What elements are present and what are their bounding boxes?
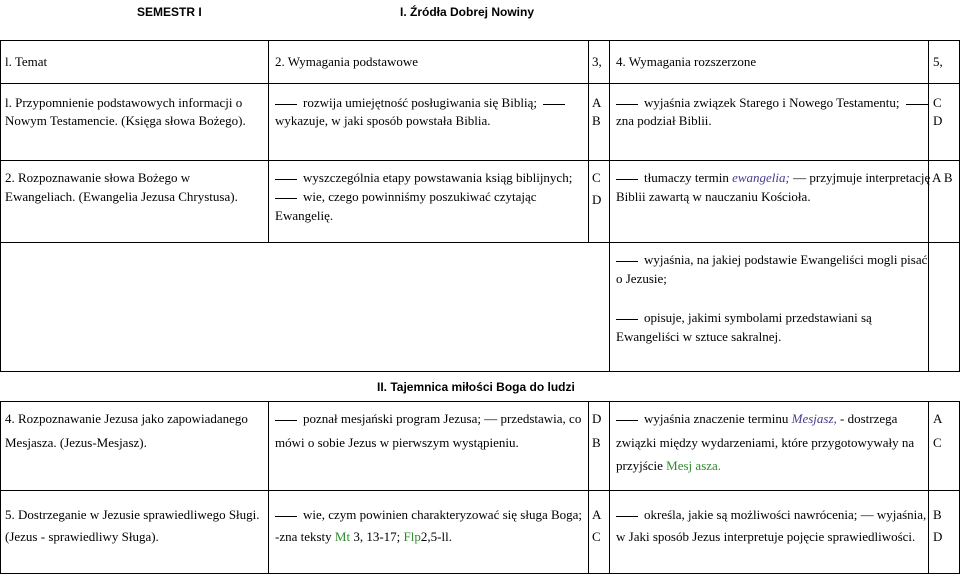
dash-icon [275,104,297,105]
table-rule [0,573,960,574]
row2-ext-b-line1: wyjaśnia, na jakiej podstawie Ewangeliści mogli pisać [616,252,927,268]
dash-icon [275,198,297,199]
row1-basic-level-2: B [592,113,601,128]
row5-topic-line1: 5. Dostrzeganie w Jezusie sprawiedliwego Sługi. [5,507,260,522]
row2-basic-line2: wie, czego powinniśmy poszukiwać czytając [275,189,537,205]
table-col-line [588,40,589,242]
row2-topic-line2: Ewangeliach. (Ewangelia Jezusa Chrystusa). [5,189,238,204]
row1-basic-level-1: A [592,95,602,110]
row2-ext-levels: A B [932,170,953,185]
table-rule [0,490,960,491]
section-title: II. Tajemnica miłości Boga do ludzi [377,380,575,394]
col-header-basic: 2. Wymagania podstawowe [275,54,419,69]
dash-icon [616,179,638,180]
row5-basic-line2: -zna teksty Mt 3, 13-17; Flp2,5-ll. [275,529,452,544]
dash-icon [275,179,297,180]
row1-ext-line1: wyjaśnia związek Starego i Nowego Testamentu; [616,95,934,111]
table-rule [0,160,960,161]
dash-icon [616,261,638,262]
row1-ext-level-1: C [933,95,942,110]
row2-basic-line3: Ewangelię. [275,208,334,223]
semester-label: SEMESTR I [137,5,202,19]
row4-ext-level-1: A [933,411,943,426]
row5-ext-line2: w Jaki sposób Jezus interpretuje pojęcie sprawiedliwości. [616,529,916,544]
table-rule [0,371,960,372]
row5-ext-level-2: D [933,529,943,544]
table-col-line [0,401,1,573]
table-col-line [609,40,610,371]
row1-ext-level-2: D [933,113,943,128]
row4-ext-line2: związki między wydarzeniami, które przygotowywały na [616,435,915,450]
table-col-line [928,40,929,371]
row4-topic-line1: 4. Rozpoznawanie Jezusa jako zapowiadanego [5,411,248,426]
table-rule [0,83,960,84]
row2-basic-line1: wyszczególnia etapy powstawania ksiąg biblijnych; [275,170,572,186]
table-col-line [268,40,269,242]
chapter-title: I. Źródła Dobrej Nowiny [400,5,535,19]
dash-icon [275,516,297,517]
row2-ext-c-line2: Ewangeliści w sztuce sakralnej. [616,329,782,344]
row4-basic-level-1: D [592,411,602,426]
table-col-line [928,401,929,573]
dash-icon [616,516,638,517]
row4-basic-line2: mówi o sobie Jezus w pierwszym wystąpieniu. [275,435,519,450]
row5-basic-level-1: A [592,507,602,522]
col-header-extended: 4. Wymagania rozszerzone [616,54,757,69]
dash-icon [616,319,638,320]
row2-basic-level-1: C [592,170,601,185]
row2-ext-b-line2: o Jezusie; [616,271,667,286]
table-col-line [609,401,610,573]
row2-basic-level-2: D [592,192,602,207]
row1-ext-line2: zna podział Biblii. [616,113,712,128]
row4-basic-level-2: B [592,435,601,450]
row2-topic-line1: 2. Rozpoznawanie słowa Bożego w [5,170,191,185]
col-header-topic: l. Temat [5,54,48,69]
row2-ext-c-line1: opisuje, jakimi symbolami przedstawiani są [616,310,872,326]
row5-basic-line1: wie, czym powinien charakteryzować się sługa Boga; [275,507,582,523]
row1-basic-line2: wykazuje, w jaki sposób powstała Biblia. [275,113,491,128]
table-rule [0,401,960,402]
row5-ext-line1: określa, jakie są możliwości nawrócenia; — wyjaśnia, [616,507,926,523]
table-col-line [268,401,269,573]
row5-topic-line2: (Jezus - sprawiedliwy Sługa). [5,529,159,544]
col-header-level-ext: 5, [933,54,943,69]
row4-ext-line3: przyjście Mesj asza. [616,458,722,473]
table-col-line [0,40,1,371]
row4-topic-line2: Mesjasza. (Jezus-Mesjasz). [5,435,147,450]
dash-icon [616,420,638,421]
row4-ext-level-2: C [933,435,942,450]
row4-basic-line1: poznał mesjański program Jezusa; — przedstawia, co [275,411,581,427]
table-col-line [588,401,589,573]
row5-ext-level-1: B [933,507,942,522]
row4-ext-line1: wyjaśnia znaczenie terminu Mesjasz, - dostrzega [616,411,897,427]
dash-icon [275,420,297,421]
row1-basic-line1: rozwija umiejętność posługiwania się Biblią; [275,95,571,111]
row5-basic-level-2: C [592,529,601,544]
row2-ext-line2: Biblii zawartą w nauczaniu Kościoła. [616,189,811,204]
table-rule [0,40,960,41]
dash-icon [906,104,928,105]
col-header-level-basic: 3, [592,54,602,69]
row1-topic-line1: l. Przypomnienie podstawowych informacji o [5,95,243,110]
dash-icon [616,104,638,105]
row2-ext-line1: tłumaczy termin ewangelia; — przyjmuje interpretację [616,170,930,186]
dash-icon [543,104,565,105]
table-rule [0,242,960,243]
row1-topic-line2: Nowym Testamencie. (Księga słowa Bożego). [5,113,246,128]
